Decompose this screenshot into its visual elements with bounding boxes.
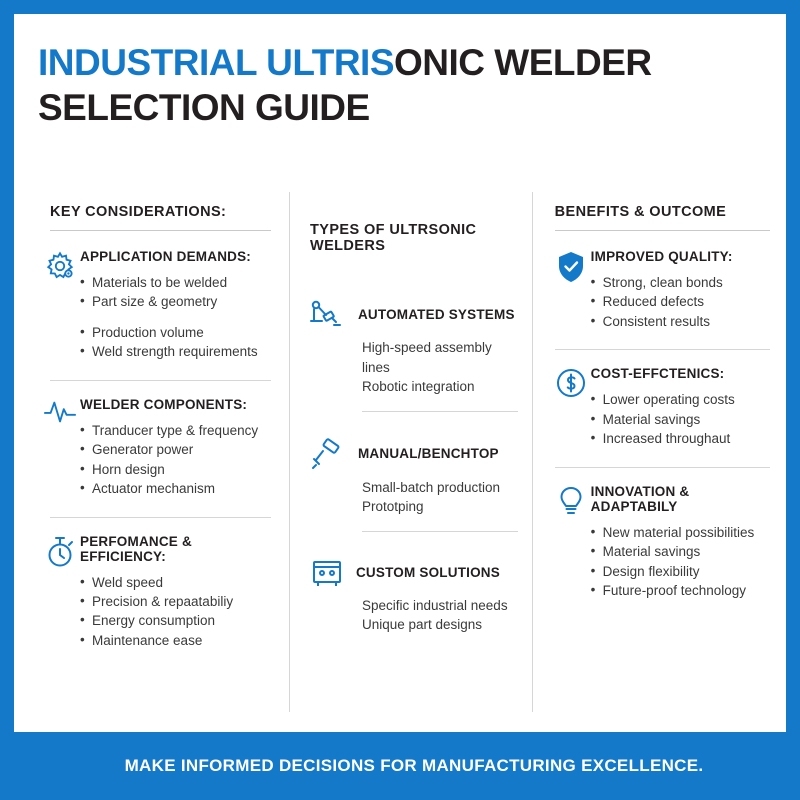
column-key-considerations [28,192,289,668]
list-item: High-speed assembly lines [361,340,492,375]
divider [555,467,770,468]
title-accent-text: INDUSTRIAL ULTRIS [38,42,395,83]
section-title: IMPROVED QUALITY: [590,249,733,264]
list-item: • Material savings [591,542,770,561]
section-innovation-adaptability [551,484,770,601]
section-body [80,534,271,651]
section-title: CUSTOM SOLUTIONS [355,565,500,581]
title-line-1 [38,40,786,85]
section-title: PERFOMANCE & EFFICIENCY: [80,533,192,564]
list-item: • Part size & geometry [80,292,271,311]
detail-list [362,478,518,517]
list-item: • Horn design [80,460,271,479]
list-item: • Tranducer type & frequency [80,421,271,440]
handheld-welder-icon [310,438,346,470]
section-automated-systems [310,298,518,412]
list-item: Unique part designs [361,617,483,633]
detail-list [362,596,518,635]
list-item: • Production volume [80,323,271,342]
bullet-list [591,273,770,331]
list-item: • Materials to be welded [80,273,271,292]
dollar-circle-icon [551,366,591,398]
list-item: • Future-proof technology [591,581,770,600]
page-title [14,14,786,130]
list-item: Small-batch production [361,479,501,495]
section-header [310,558,518,588]
divider [362,411,518,412]
section-header [310,438,518,470]
section-cost-effectiveness [551,366,770,448]
column-heading-middle: TYPES OF ULTRSONIC WELDERS [309,222,477,254]
divider [362,531,518,532]
footer-banner [14,732,800,800]
section-manual-benchtop [310,438,518,532]
detail-list [362,338,518,397]
machine-frame-icon [310,558,344,588]
section-title: APPLICATION DEMANDS: [80,249,251,264]
section-header [310,298,518,330]
footer-text: MAKE INFORMED DECISIONS FOR MANUFACTURING EXCELLENCE. [124,756,704,775]
column-welder-types [289,192,533,712]
section-application-demands [40,249,271,362]
bullet-list [591,523,770,601]
bullet-list [80,273,271,362]
section-body [80,397,271,499]
list-item: • Reduced defects [591,292,770,311]
bullet-list [80,421,271,499]
waveform-icon [40,397,80,425]
divider [50,380,271,381]
section-title: WELDER COMPONENTS: [80,396,248,412]
section-body [591,484,770,601]
list-item: • Precision & repaatabiliy [80,592,271,611]
list-item: Specific industrial needs [361,597,508,613]
list-item: • Actuator mechanism [80,479,271,498]
list-item: • Weld strength requirements [80,342,271,361]
bullet-list [591,390,770,448]
robot-arm-icon [310,298,346,330]
list-item: • Generator power [80,440,271,459]
list-item: Prototping [361,499,424,515]
section-welder-components [40,397,271,499]
gear-icon [40,249,80,281]
section-improved-quality [551,249,770,331]
title-rest-text: ONIC WELDER [394,42,652,83]
bullet-list [80,573,271,651]
content-columns [14,192,786,712]
shield-icon [551,249,591,283]
section-title: COST-EFFCTENICS: [590,366,725,382]
section-body [80,249,271,362]
section-performance-efficiency [40,534,271,651]
list-item: • Consistent results [591,312,770,331]
section-body [591,249,770,331]
list-item: • New material possibilities [591,523,770,542]
list-item: • Energy consumption [80,611,271,630]
stopwatch-icon [40,534,80,568]
divider [50,517,271,518]
section-body [591,366,770,448]
section-title: INNOVATION & ADAPTABILY [590,483,690,514]
list-item: • Maintenance ease [80,631,271,650]
section-title: AUTOMATED SYSTEMS [357,306,515,322]
list-item: • Design flexibility [591,562,770,581]
list-item: • Material savings [591,410,770,429]
column-benefits-outcome [533,192,776,618]
divider [555,349,770,350]
section-title: MANUAL/BENCHTOP [357,446,499,462]
section-custom-solutions [310,558,518,635]
list-item: • Increased throughaut [591,429,770,448]
list-item: • Weld speed [80,573,271,592]
column-heading-left: KEY CONSIDERATIONS: [50,204,271,231]
list-item: • Lower operating costs [591,390,770,409]
lightbulb-icon [551,484,591,518]
list-item: • Strong, clean bonds [591,273,770,292]
title-line-2: SELECTION GUIDE [38,87,370,129]
list-item: Robotic integration [361,379,475,395]
column-heading-right: BENEFITS & OUTCOME [555,204,770,231]
